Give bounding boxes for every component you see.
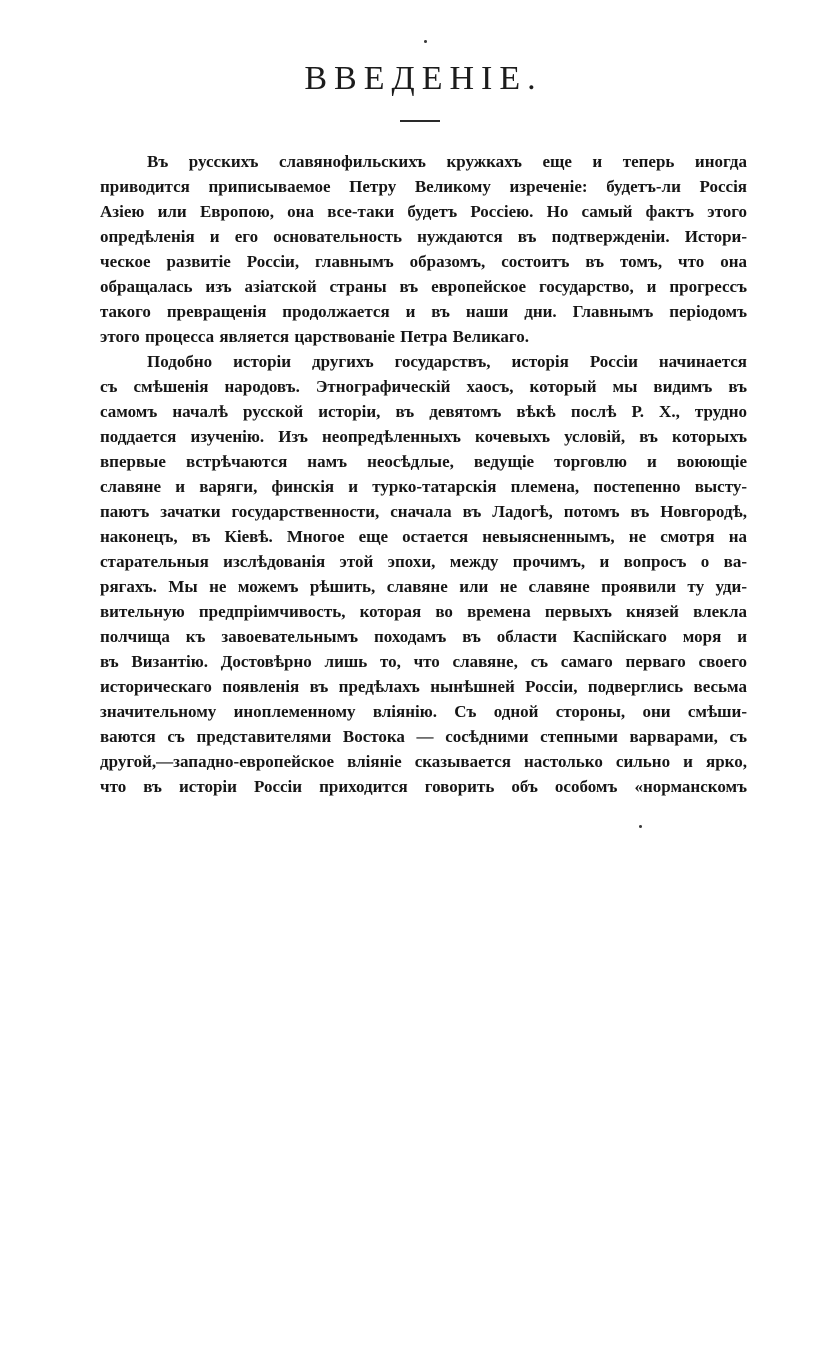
title-divider <box>400 120 440 122</box>
scan-speck <box>639 825 642 828</box>
text-line: вительную предпріимчивость, которая во времена первыхъ князей влекла <box>100 602 747 621</box>
text-line: такого превращенія продолжается и въ наши дни. Главнымъ періодомъ <box>100 302 747 321</box>
text-line: приводится приписываемое Петру Великому изреченіе: будетъ-ли Россія <box>100 177 747 196</box>
text-line: самомъ началѣ русской исторіи, въ девятомъ вѣкѣ послѣ Р. Х., трудно <box>100 402 747 421</box>
text-line: Въ русскихъ славянофильскихъ кружкахъ еще и теперь иногда <box>147 152 747 171</box>
text-line: славяне и варяги, финскія и турко-татарскія племена, постепенно высту- <box>100 477 747 496</box>
body-text <box>100 149 747 799</box>
text-line: Подобно исторіи другихъ государствъ, исторія Россіи начинается <box>147 352 747 371</box>
text-line: полчища къ завоевательнымъ походамъ въ области Каспійскаго моря и <box>100 627 747 646</box>
text-line: этого процесса является царствованіе Петра Великаго. <box>100 327 529 346</box>
text-line: наконецъ, въ Кіевѣ. Многое еще остается невыясненнымъ, не смотря на <box>100 527 747 546</box>
text-line: Азіею или Европою, она все-таки будетъ Россіею. Но самый фактъ этого <box>100 202 747 221</box>
text-line: поддается изученію. Изъ неопредѣленныхъ кочевыхъ условій, въ которыхъ <box>100 427 747 446</box>
text-line: историческаго появленія въ предѣлахъ нынѣшней Россіи, подверглись весьма <box>100 677 747 696</box>
text-line: другой,—западно-европейское вліяніе сказывается настолько сильно и ярко, <box>100 752 747 771</box>
text-line: значительному иноплеменному вліянію. Съ одной стороны, они смѣши- <box>100 702 747 721</box>
page-title: ВВЕДЕНІЕ. <box>304 60 543 97</box>
text-line: ваются съ представителями Востока — сосѣдними степными варварами, съ <box>100 727 747 746</box>
paragraph <box>100 149 747 349</box>
paragraph <box>100 349 747 799</box>
scan-speck <box>424 40 427 43</box>
text-line: съ смѣшенія народовъ. Этнографическій хаосъ, который мы видимъ въ <box>100 377 747 396</box>
text-line: что въ исторіи Россіи приходится говорить объ особомъ «норманскомъ <box>100 777 747 796</box>
text-line: ческое развитіе Россіи, главнымъ образомъ, состоитъ въ томъ, что она <box>100 252 747 271</box>
text-line: паютъ зачатки государственности, сначала въ Ладогѣ, потомъ въ Новгородѣ, <box>100 502 747 521</box>
text-line: обращалась изъ азіатской страны въ европейское государство, и прогрессъ <box>100 277 747 296</box>
text-line: опредѣленія и его основательность нуждаются въ подтвержденіи. Истори- <box>100 227 747 246</box>
text-line: старательныя изслѣдованія этой эпохи, между прочимъ, и вопросъ о ва- <box>100 552 747 571</box>
text-line: въ Византію. Достовѣрно лишь то, что славяне, съ самаго перваго своего <box>100 652 747 671</box>
text-line: рягахъ. Мы не можемъ рѣшить, славяне или не славяне проявили ту уди- <box>100 577 747 596</box>
text-line: впервые встрѣчаются намъ неосѣдлые, ведущіе торговлю и воюющіе <box>100 452 747 471</box>
